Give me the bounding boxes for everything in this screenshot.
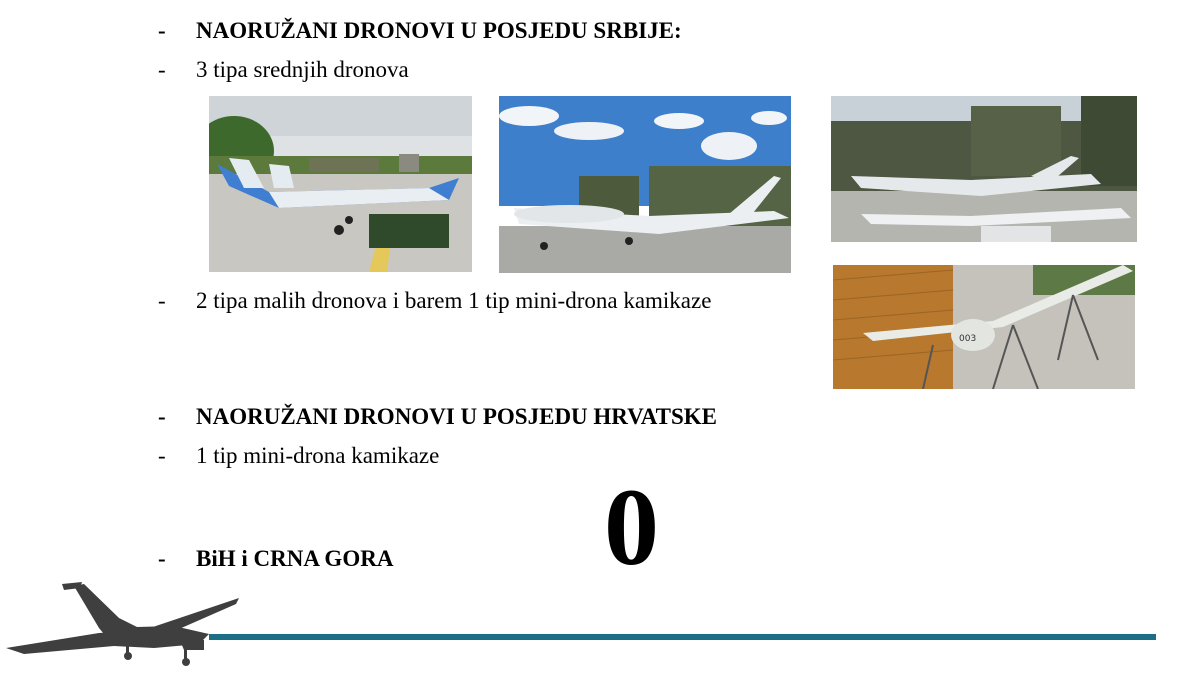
croatia-armed-drones-heading: - NAORUŽANI DRONOVI U POSJEDU HRVATSKE bbox=[158, 404, 718, 429]
drone-serial-label: 003 bbox=[959, 334, 977, 344]
serbia-armed-drones-heading: - NAORUŽANI DRONOVI U POSJEDU SRBIJE: bbox=[158, 18, 682, 43]
croatia-kamikaze-drone-line: - 1 tip mini-drona kamikaze bbox=[158, 443, 440, 468]
bih-montenegro-line: - BiH i CRNA GORA bbox=[158, 546, 394, 571]
serbia-medium-drones-line: - 3 tipa srednjih dronova bbox=[158, 57, 409, 82]
zero-count: 0 bbox=[604, 466, 659, 588]
bottom-accent-rule bbox=[209, 634, 1156, 640]
serbia-small-drones-line: - 2 tipa malih dronova i barem 1 tip mini-drona kamikaze bbox=[158, 288, 712, 313]
drone-photo-display-white bbox=[499, 96, 791, 273]
drone-photo-exhibit-vehicles bbox=[831, 96, 1137, 242]
drone-silhouette-logo bbox=[4, 578, 244, 670]
drone-photo-runway-blue bbox=[209, 96, 472, 272]
drone-photo-tripod bbox=[833, 265, 1135, 389]
